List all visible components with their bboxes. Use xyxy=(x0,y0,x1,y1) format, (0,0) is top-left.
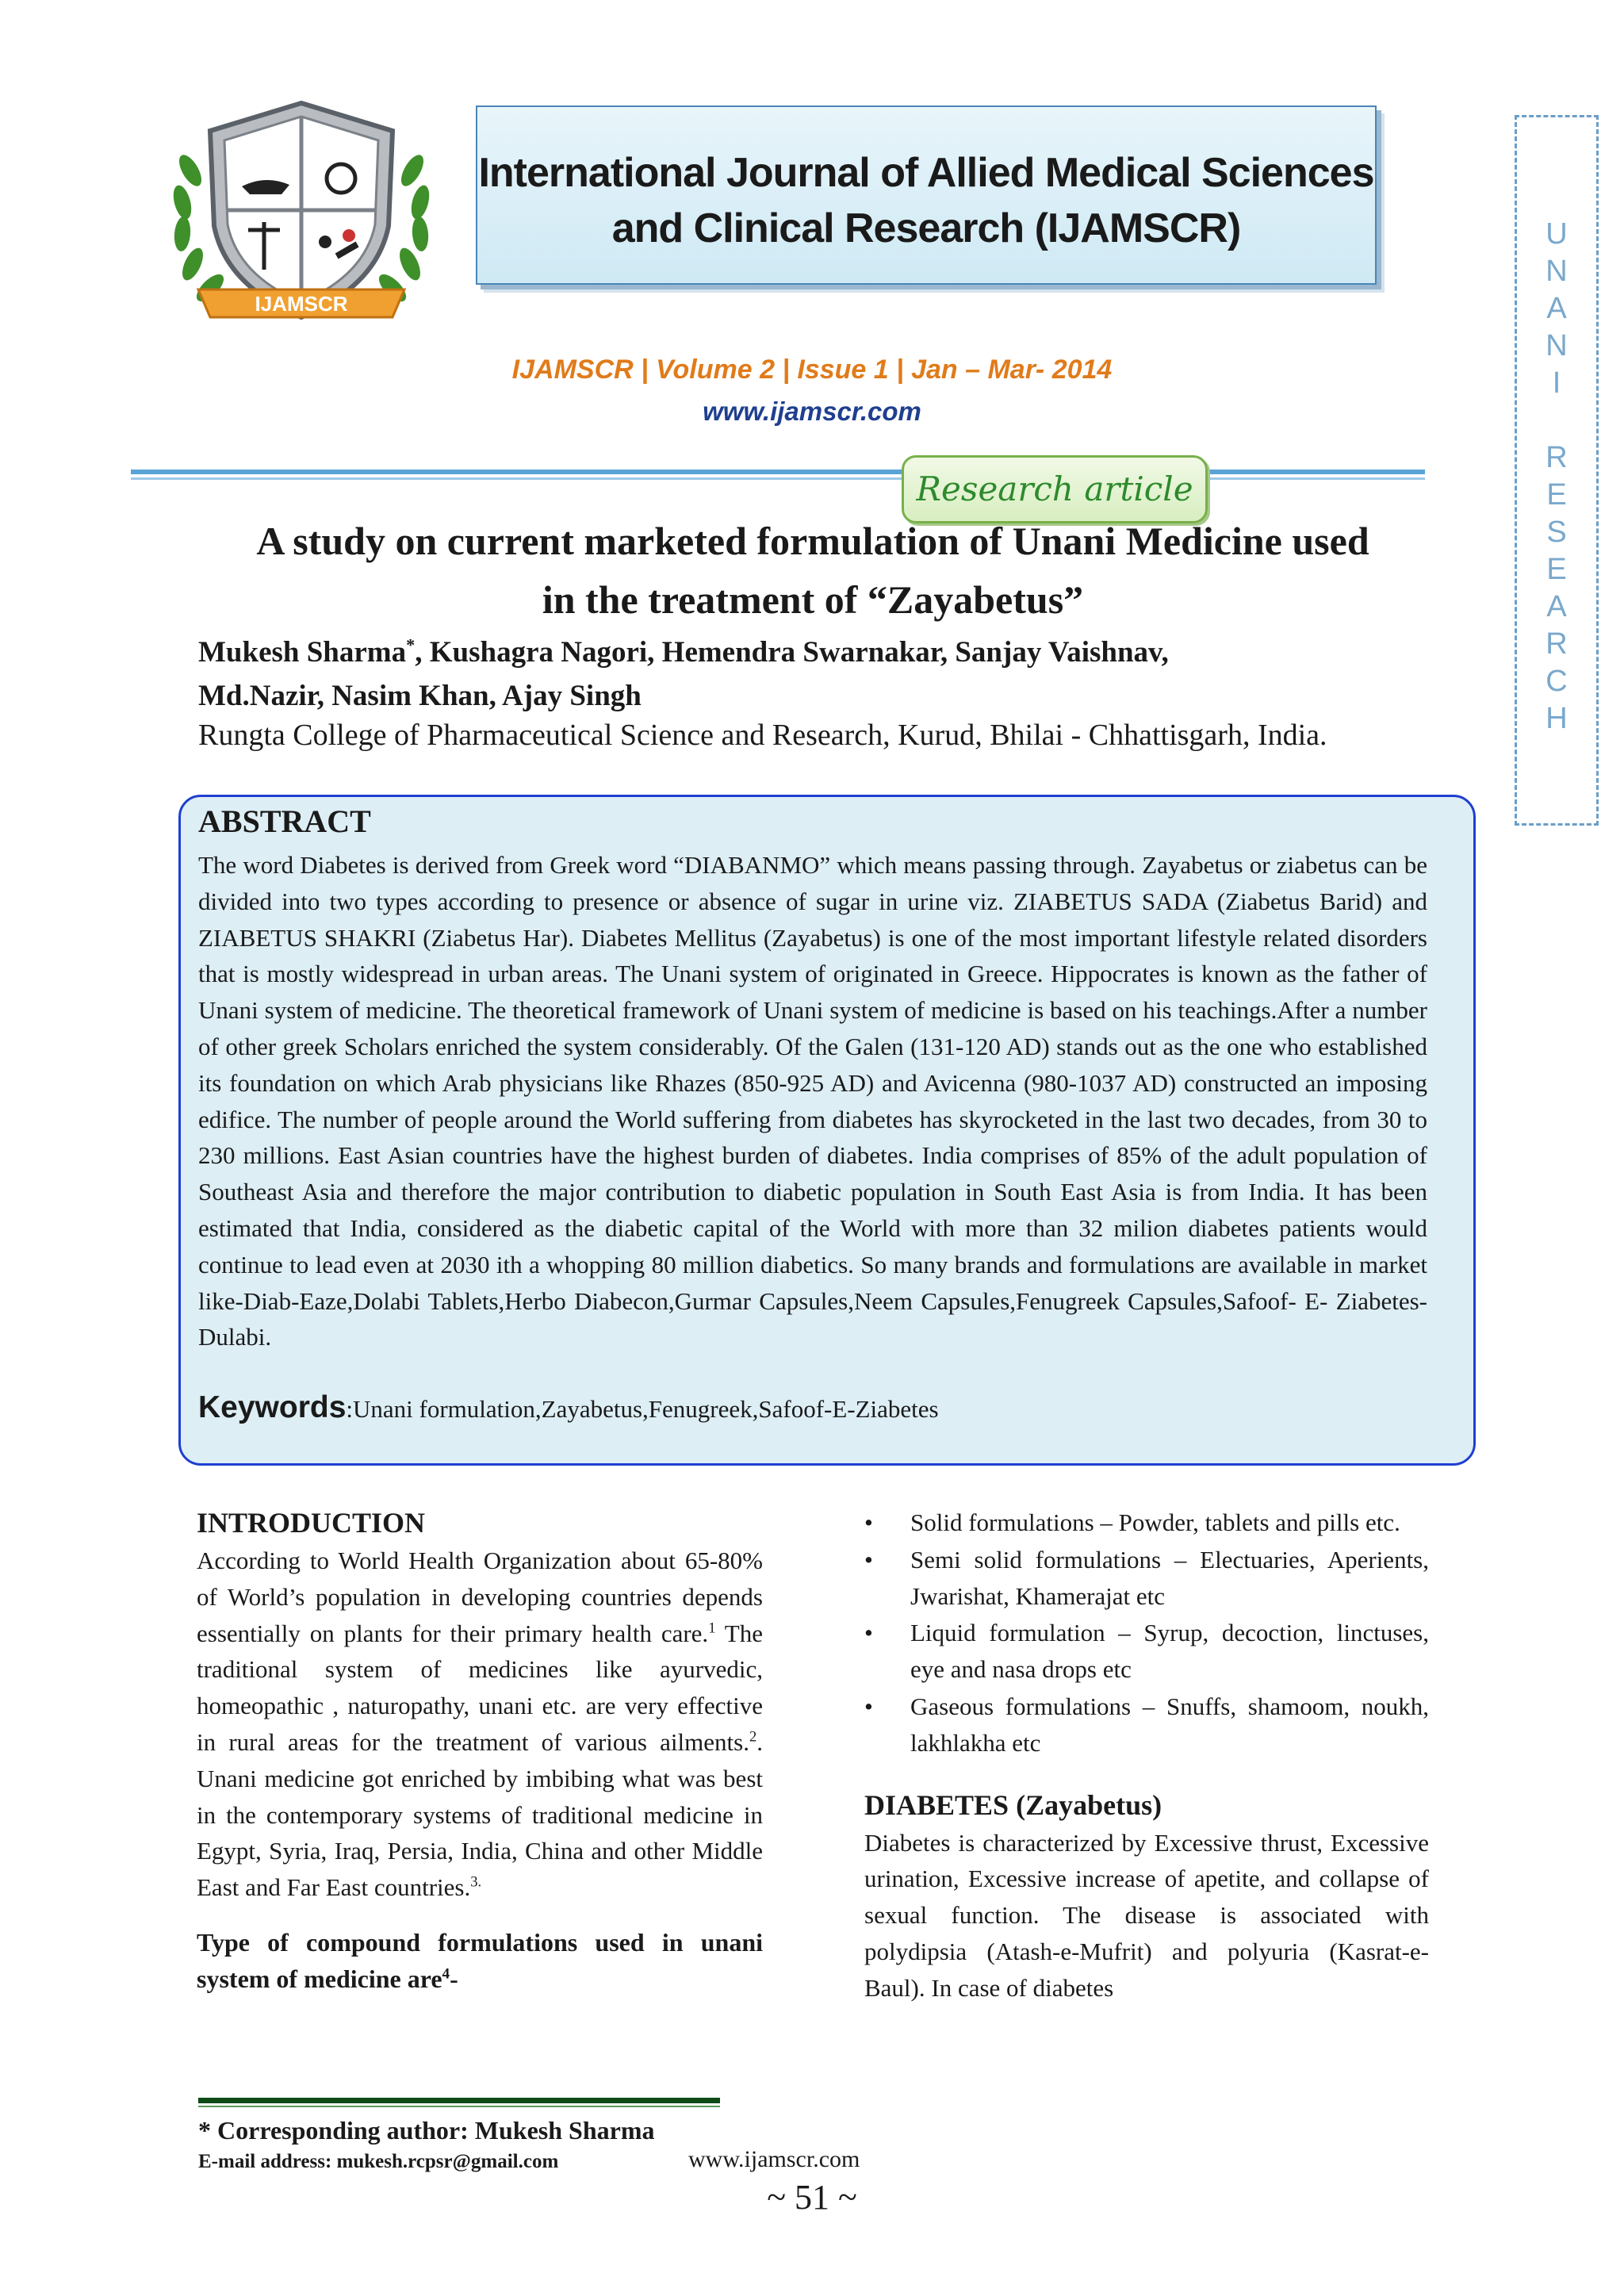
corresponding-mark: * xyxy=(406,634,416,655)
journal-banner xyxy=(476,105,1377,285)
journal-url-link[interactable]: www.ijamscr.com xyxy=(703,397,921,426)
journal-title xyxy=(477,145,1375,256)
list-item-text: Semi solid formulations – Electuaries, Aperients, Jwarishat, Khamerajat etc xyxy=(910,1545,1429,1610)
right-column xyxy=(864,1504,1429,2007)
list-item xyxy=(864,1615,1429,1688)
intro-text-2: The traditional system of medicines like ayurvedic, homeopathic , naturopathy, unani etc. are very effective in rural areas for the treatment of various ailments. xyxy=(197,1619,763,1756)
article-title-line2: in the treatment of “Zayabetus” xyxy=(542,577,1084,622)
introduction-paragraph xyxy=(197,1543,763,1906)
journal-title-line2: and Clinical Research (IJAMSCR) xyxy=(611,205,1241,251)
side-label: U N A N I R E S E A R C H xyxy=(1545,217,1568,735)
diabetes-heading: DIABETES (Zayabetus) xyxy=(864,1788,1162,1821)
footnote-rule xyxy=(198,2098,720,2103)
journal-title-line1: International Journal of Allied Medical Sciences xyxy=(478,150,1374,196)
authors-line1: , Kushagra Nagori, Hemendra Swarnakar, Sanjay Vaishnav, xyxy=(415,636,1169,669)
authors-line2: Md.Nazir, Nasim Khan, Ajay Singh xyxy=(198,680,642,712)
bullet-icon: • xyxy=(864,1692,873,1720)
logo-text: IJAMSCR xyxy=(255,292,348,316)
keywords-list: :Unani formulation,Zayabetus,Fenugreek,Safoof-E-Ziabetes xyxy=(346,1395,939,1423)
bullet-icon: • xyxy=(864,1619,873,1647)
subheading-end: - xyxy=(450,1964,458,1993)
abstract-body: The word Diabetes is derived from Greek word “DIABANMO” which means passing through. Zayabetus or ziabetus can be divided into two types according to presence or absence of sugar in urine viz. ZIABETUS SADA (Ziabetus Barid) and ZIABETUS SHAKRI (Ziabetus Har). Diabetes Mellitus (Zayabetus) is one of the most important lifestyle related disorders that is mostly widespread in urban areas. The Unani system of originated in Greece. Hippocrates is known as the father of Unani system of medicine. The theoretical framework of Unani system of medicine is based on his teachings.After a number of other greek Scholars enriched the system considerably. Of the Galen (131-120 AD) stands out as the one who established its foundation on which Arab physicians like Rhazes (850-925 AD) and Avicenna (980-1037 AD) constructed an imposing edifice. The number of people around the World suffering from diabetes has skyrocketed in the last two decades, from 30 to 230 millions. East Asian countries have the highest burden of diabetes. India comprises of 85% of the adult population of Southeast Asia and therefore the major contribution to diabetic population in South East Asia is from India. It has been estimated that India, considered as the diabetic capital of the World with more than 32 milion diabetes patients would continue to lead even at 2030 ith a whopping 80 million diabetics. So many brands and formulations are available in market like-Diab-Eaze,Dolabi Tablets,Herbo Diabecon,Gurmar Capsules,Neem Capsules,Fenugreek Capsules,Safoof- E- Ziabetes- Dulabi. xyxy=(198,851,1427,1351)
keywords xyxy=(198,1389,1427,1427)
footnote-rule-thin xyxy=(198,2106,720,2107)
introduction-heading: INTRODUCTION xyxy=(197,1507,426,1539)
affiliation: Rungta College of Pharmaceutical Science and Research, Kurud, Bhilai - Chhattisgarh, India. xyxy=(198,719,1327,752)
subheading-text: Type of compound formulations used in unani system of medicine are xyxy=(197,1927,763,1993)
author-list xyxy=(198,631,1467,718)
bullet-icon: • xyxy=(864,1508,873,1536)
article-title xyxy=(159,512,1467,629)
citation-2: 2 xyxy=(749,1728,757,1746)
list-item xyxy=(864,1542,1429,1615)
first-author: Mukesh Sharma xyxy=(198,636,407,669)
intro-text-3: . Unani medicine got enriched by imbibing what was best in the contemporary systems of traditional medicine in Egypt, Syria, Iraq, Persia, India, China and other Middle East and Far East countries. xyxy=(197,1727,763,1902)
list-item xyxy=(864,1504,1429,1541)
intro-text-1: According to World Health Organization about 65-80% of World’s population in developing countries depends essentially on plants for their primary health care. xyxy=(197,1547,763,1647)
abstract-heading: ABSTRACT xyxy=(198,803,371,839)
formulation-list xyxy=(864,1504,1429,1761)
citation-1: 1 xyxy=(708,1619,716,1637)
bullet-icon: • xyxy=(864,1545,873,1573)
citation-3: 3. xyxy=(470,1873,482,1891)
formulation-types-subheading xyxy=(197,1925,763,1998)
article-type-label: Research article xyxy=(916,470,1193,508)
journal-logo xyxy=(163,99,440,337)
header-rule-thin xyxy=(131,477,1425,480)
issue-info: IJAMSCR | Volume 2 | Issue 1 | Jan – Mar- 2014 xyxy=(511,355,1113,385)
corresponding-author: * Corresponding author: Mukesh Sharma xyxy=(198,2116,655,2145)
article-title-line1: A study on current marketed formulation of Unani Medicine used xyxy=(256,519,1369,563)
author-email: E-mail address: mukesh.rcpsr@gmail.com xyxy=(198,2151,559,2172)
list-item xyxy=(864,1688,1429,1761)
list-item-text: Liquid formulation – Syrup, decoction, linctuses, eye and nasa drops etc xyxy=(910,1619,1429,1684)
footer-url-link[interactable]: www.ijamscr.com xyxy=(688,2146,860,2172)
citation-4: 4 xyxy=(442,1965,450,1983)
list-item-text: Gaseous formulations – Snuffs, shamoom, noukh, lakhlakha etc xyxy=(910,1692,1429,1757)
header-rule xyxy=(131,470,1425,474)
list-item-text: Solid formulations – Powder, tablets and pills etc. xyxy=(910,1508,1400,1536)
page-number: ~ 51 ~ xyxy=(767,2178,857,2217)
left-column xyxy=(197,1503,763,1998)
diabetes-paragraph: Diabetes is characterized by Excessive thrust, Excessive urination, Excessive increase of apetite, and collapse of sexual function. The disease is associated with polydipsia (Atash-e-Mufrit) and polyuria (Kasrat-e-Baul). In case of diabetes xyxy=(864,1828,1429,2002)
keywords-label: Keywords xyxy=(198,1390,347,1424)
